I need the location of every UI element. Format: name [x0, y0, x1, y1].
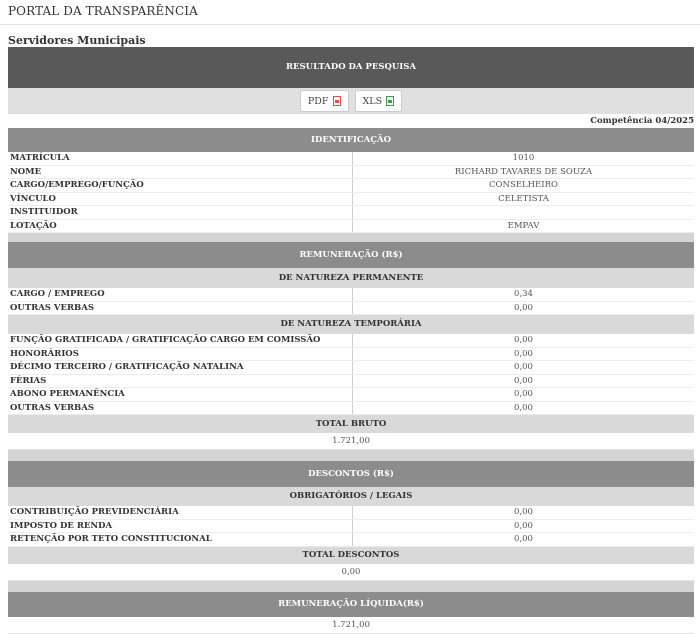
row-label: DÉCIMO TERCEIRO / GRATIFICAÇÃO NATALINA: [8, 361, 353, 374]
temporaria-table: [8, 334, 694, 415]
portal-title: PORTAL DA TRANSPARÊNCIA: [8, 4, 198, 18]
row-value: 0,00: [514, 402, 533, 413]
row-label: CARGO/EMPREGO/FUNÇÃO: [8, 179, 353, 192]
table-row: [8, 152, 694, 166]
table-row: [8, 288, 694, 302]
row-label: FUNÇÃO GRATIFICADA / GRATIFICAÇÃO CARGO EM COMISSÃO: [8, 334, 353, 347]
competencia-label: Competência 04/2025: [590, 116, 694, 126]
row-value: 0,00: [514, 348, 533, 359]
row-label: NOME: [8, 166, 353, 179]
xls-file-icon: [386, 96, 394, 106]
obrigatorios-subheader: OBRIGATÓRIOS / LEGAIS: [8, 487, 694, 506]
result-panel: [8, 47, 694, 634]
row-label: OUTRAS VERBAS: [8, 402, 353, 415]
table-row: [8, 361, 694, 375]
row-value: 0,00: [514, 302, 533, 313]
table-row: [8, 220, 694, 234]
temporaria-subheader: DE NATUREZA TEMPORÁRIA: [8, 315, 694, 334]
export-pdf-button[interactable]: [300, 90, 349, 112]
identificacao-table: [8, 152, 694, 233]
table-row: [8, 206, 694, 220]
pdf-file-icon: [333, 96, 341, 106]
xls-button-label: XLS: [362, 95, 383, 107]
row-value: 0,00: [514, 362, 533, 372]
export-xls-button[interactable]: [355, 90, 403, 112]
row-value: 0,00: [514, 375, 533, 386]
descontos-table: [8, 506, 694, 547]
row-label: HONORÁRIOS: [8, 348, 353, 361]
row-value: 0,00: [514, 507, 533, 517]
row-value: 0,00: [514, 335, 533, 345]
page-subtitle: Servidores Municipais: [8, 34, 146, 47]
row-label: CARGO / EMPREGO: [8, 288, 353, 301]
section-spacer: [8, 450, 694, 461]
pdf-button-label: PDF: [307, 95, 329, 107]
export-toolbar: [8, 88, 694, 114]
row-label: CONTRIBUIÇÃO PREVIDENCIÁRIA: [8, 506, 353, 519]
row-label: RETENÇÃO POR TETO CONSTITUCIONAL: [8, 533, 353, 546]
row-label: MATRÍCULA: [8, 152, 353, 165]
table-row: [8, 302, 694, 316]
top-divider: [0, 24, 700, 25]
row-value: CONSELHEIRO: [489, 180, 558, 190]
table-row: [8, 193, 694, 207]
section-spacer: [8, 233, 694, 242]
table-row: [8, 166, 694, 180]
total-descontos-value: 0,00: [8, 564, 694, 581]
identificacao-header: IDENTIFICAÇÃO: [8, 128, 694, 152]
total-descontos-label: TOTAL DESCONTOS: [8, 547, 694, 564]
row-label: VÍNCULO: [8, 193, 353, 206]
table-row: [8, 402, 694, 416]
row-label: LOTAÇÃO: [8, 220, 353, 233]
result-header: RESULTADO DA PESQUISA: [8, 47, 694, 88]
row-value: 1010: [512, 153, 535, 163]
liquida-value: 1.721,00: [8, 617, 694, 634]
row-value: [353, 206, 694, 219]
row-value: EMPAV: [507, 220, 540, 231]
row-label: ABONO PERMANÊNCIA: [8, 388, 353, 401]
row-value: 0,00: [514, 520, 533, 531]
row-value: 0,00: [514, 389, 533, 399]
table-row: [8, 533, 694, 547]
liquida-header: REMUNERAÇÃO LÍQUIDA(R$): [8, 592, 694, 617]
row-label: OUTRAS VERBAS: [8, 302, 353, 315]
remuneracao-header: REMUNERAÇÃO (R$): [8, 242, 694, 268]
row-value: 0,34: [514, 289, 533, 299]
permanente-subheader: DE NATUREZA PERMANENTE: [8, 268, 694, 288]
row-label: INSTITUIDOR: [8, 206, 353, 219]
total-bruto-label: TOTAL BRUTO: [8, 415, 694, 433]
section-spacer: [8, 581, 694, 592]
table-row: [8, 520, 694, 534]
table-row: [8, 179, 694, 193]
row-value: CELETISTA: [498, 193, 549, 204]
table-row: [8, 375, 694, 389]
row-value: RICHARD TAVARES DE SOUZA: [454, 166, 593, 177]
table-row: [8, 348, 694, 362]
descontos-header: DESCONTOS (R$): [8, 461, 694, 487]
permanente-table: [8, 288, 694, 315]
table-row: [8, 506, 694, 520]
total-bruto-value: 1.721,00: [8, 433, 694, 450]
row-label: IMPOSTO DE RENDA: [8, 520, 353, 533]
row-label: FÉRIAS: [8, 375, 353, 388]
table-row: [8, 388, 694, 402]
row-value: 0,00: [514, 534, 533, 544]
table-row: [8, 334, 694, 348]
